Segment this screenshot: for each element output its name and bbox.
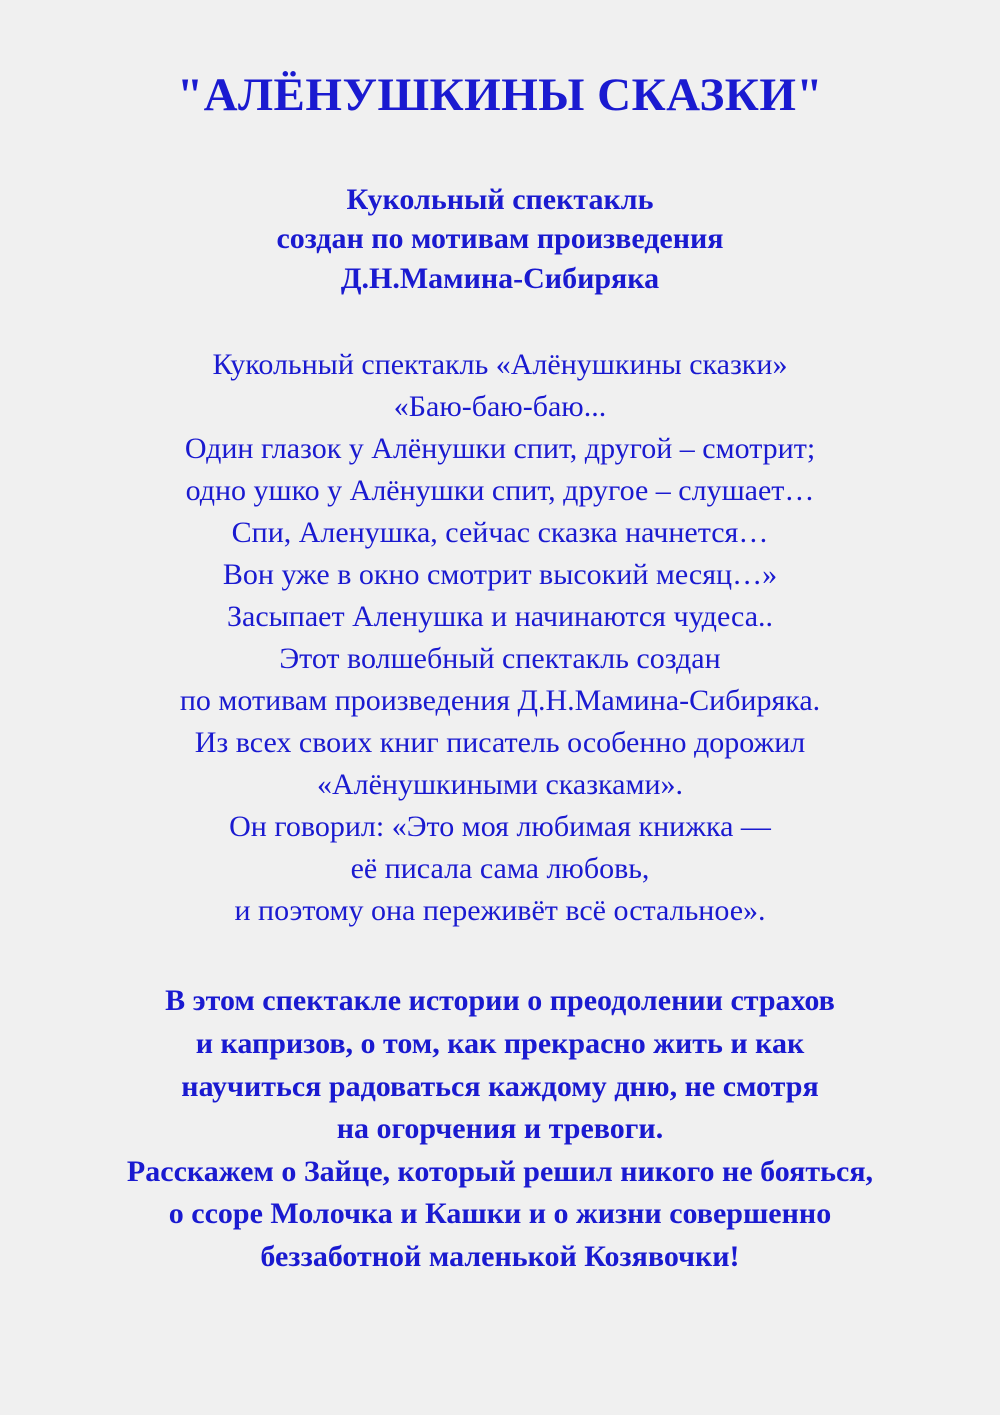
paragraph-one-line: Он говорил: «Это моя любимая книжка — [229,810,771,844]
subtitle-line: создан по мотивам произведения [276,222,724,256]
paragraph-one-line: Спи, Аленушка, сейчас сказка начнется… [231,516,769,550]
subtitle-block [276,180,723,299]
paragraph-one-line: «Баю-баю-баю... [393,390,607,424]
paragraph-one-line: Засыпает Аленушка и начинаются чудеса.. [226,600,774,634]
paragraph-two-line: на огорчения и тревоги. [336,1112,664,1146]
subtitle-line: Д.Н.Мамина-Сибиряка [340,261,660,295]
paragraph-one-line: по мотивам произведения Д.Н.Мамина-Сибиряка. [179,684,821,718]
paragraph-one-line: Кукольный спектакль «Алёнушкины сказки» [212,348,788,382]
paragraph-one [180,344,820,932]
paragraph-one-line: одно ушко у Алёнушки спит, другое – слушает… [185,474,815,508]
paragraph-two-line: научиться радоваться каждому дню, не смотря [181,1069,819,1103]
paragraph-one-line: Этот волшебный спектакль создан [279,642,721,676]
paragraph-two [127,980,873,1278]
paragraph-two-line: В этом спектакле истории о преодолении страхов [165,984,835,1018]
paragraph-one-line: Из всех своих книг писатель особенно дорожил [194,726,806,760]
paragraph-one-line: Один глазок у Алёнушки спит, другой – смотрит; [184,432,816,466]
page-title: "АЛЁНУШКИНЫ СКАЗКИ" [177,69,823,121]
paragraph-two-line: и капризов, о том, как прекрасно жить и как [195,1027,805,1061]
paragraph-two-line: Расскажем о Зайце, который решил никого не бояться, [126,1154,874,1188]
paragraph-one-line: её писала сама любовь, [350,852,650,886]
paragraph-two-line: беззаботной маленькой Козявочки! [260,1240,740,1274]
subtitle-line: Кукольный спектакль [346,182,654,216]
paragraph-two-line: о ссоре Молочка и Кашки и о жизни совершенно [168,1197,832,1231]
paragraph-one-line: «Алёнушкиными сказками». [316,768,684,802]
paragraph-one-line: и поэтому она переживёт всё остальное». [234,894,766,928]
paragraph-one-line: Вон уже в окно смотрит высокий месяц…» [222,558,778,592]
